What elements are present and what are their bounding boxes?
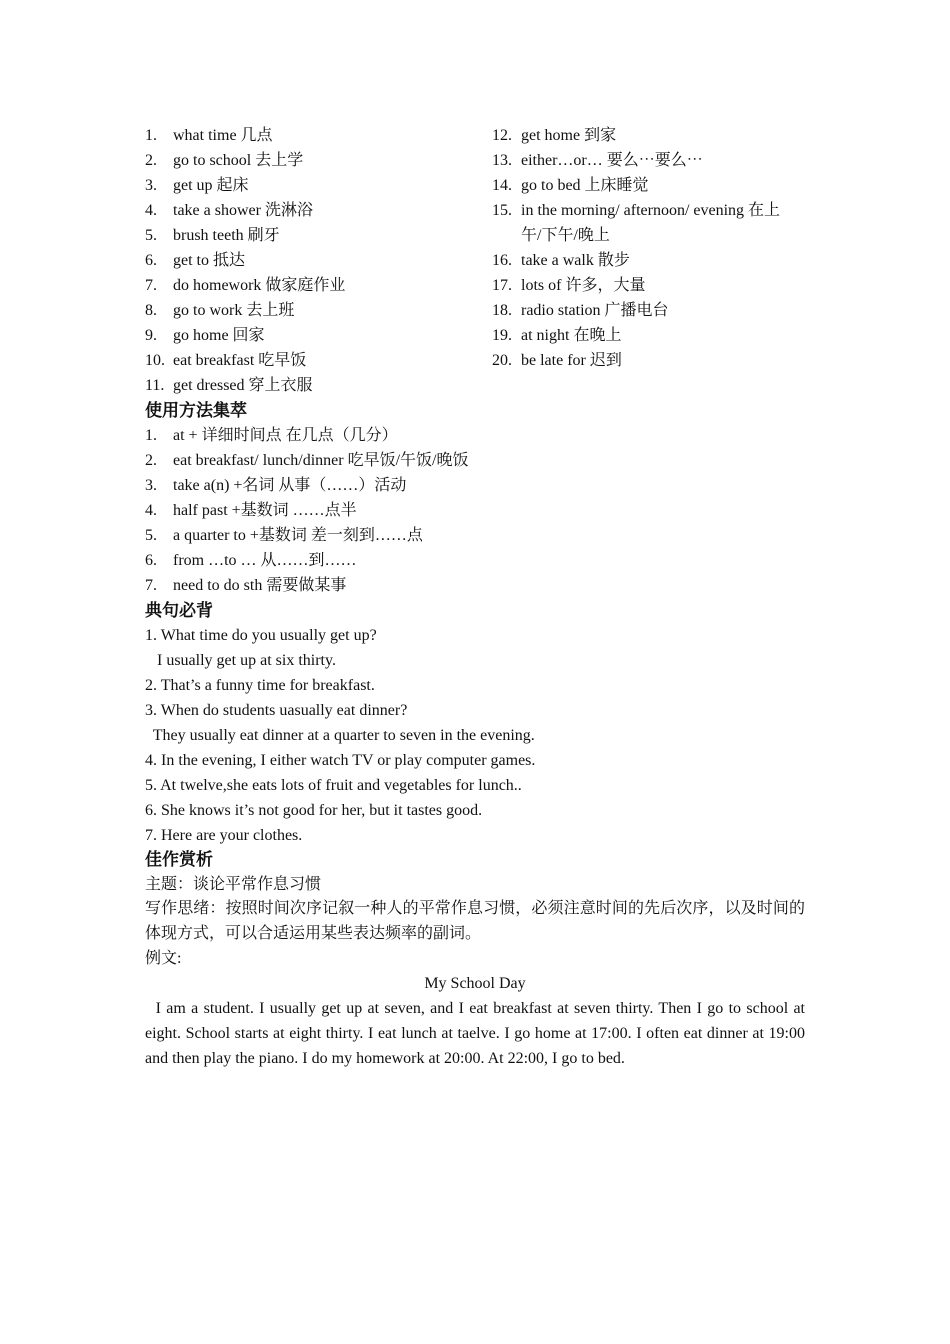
vocab-item: 18. radio station 广播电台 xyxy=(492,302,669,319)
writing-heading: 佳作赏析 xyxy=(145,850,213,870)
vocab-item: 6. get to 抵达 xyxy=(145,252,245,269)
usage-item: 5. a quarter to +基数词 差一刻到……点 xyxy=(145,527,423,544)
usage-item: 6. from …to … 从……到…… xyxy=(145,552,357,569)
vocab-item: 10. eat breakfast 吃早饭 xyxy=(145,352,307,369)
vocab-item: 2. go to school 去上学 xyxy=(145,152,304,169)
usage-item: 4. half past +基数词 ……点半 xyxy=(145,502,357,519)
vocab-item: 13. either…or… 要么⋯要么⋯ xyxy=(492,152,703,169)
vocab-item: 4. take a shower 洗淋浴 xyxy=(145,202,313,219)
usage-item: 1. at + 详细时间点 在几点（几分） xyxy=(145,427,398,444)
writing-topic: 主题：谈论平常作息习惯 xyxy=(145,876,322,893)
vocab-item: 9. go home 回家 xyxy=(145,327,265,344)
vocab-item: 19. at night 在晚上 xyxy=(492,327,622,344)
sentences-heading: 典句必背 xyxy=(145,601,213,621)
sentence-line: 1. What time do you usually get up? xyxy=(145,627,377,644)
sentence-line: 3. When do students uasually eat dinner? xyxy=(145,702,408,719)
vocab-item: 1. what time 几点 xyxy=(145,127,273,144)
vocab-item: 3. get up 起床 xyxy=(145,177,249,194)
sentence-line: 7. Here are your clothes. xyxy=(145,827,303,844)
vocab-item: 16. take a walk 散步 xyxy=(492,252,630,269)
usage-item: 7. need to do sth 需要做某事 xyxy=(145,577,347,594)
vocab-item: 14. go to bed 上床睡觉 xyxy=(492,177,649,194)
usage-item: 3. take a(n) +名词 从事（……）活动 xyxy=(145,477,407,494)
vocab-item: 7. do homework 做家庭作业 xyxy=(145,277,346,294)
usage-item: 2. eat breakfast/ lunch/dinner 吃早饭/午饭/晚饭 xyxy=(145,452,469,469)
vocab-item: 5. brush teeth 刷牙 xyxy=(145,227,280,244)
usage-heading: 使用方法集萃 xyxy=(145,401,247,421)
sentence-line: 6. She knows it’s not good for her, but it tastes good. xyxy=(145,802,483,819)
sentence-line: I usually get up at six thirty. xyxy=(145,652,336,669)
vocab-item: 20. be late for 迟到 xyxy=(492,352,622,369)
sentence-line: They usually eat dinner at a quarter to seven in the evening. xyxy=(145,727,535,744)
vocab-item: 11. get dressed 穿上衣服 xyxy=(145,377,313,394)
essay-body: I am a student. I usually get up at seven, and I eat breakfast at seven thirty. Then I go to school at eight. School starts at eight thirty. I eat lunch at taelve. I go home at 17:00. I often eat dinner at 19:00 and then play the piano. I do my homework at 20:00. At 22:00, I go to bed. xyxy=(145,1000,810,1067)
vocab-item: 8. go to work 去上班 xyxy=(145,302,295,319)
vocab-item: 17. lots of 许多，大量 xyxy=(492,277,646,294)
writing-idea: 写作思绪：按照时间次序记叙一种人的平常作息习惯，必须注意时间的先后次序，以及时间的体现方式，可以合适运用某些表达频率的副词。 xyxy=(145,900,805,942)
sentence-line: 5. At twelve,she eats lots of fruit and vegetables for lunch.. xyxy=(145,777,522,794)
essay-title: My School Day xyxy=(424,975,526,992)
vocab-item: 12. get home 到家 xyxy=(492,127,617,144)
sentence-line: 4. In the evening, I either watch TV or play computer games. xyxy=(145,752,536,769)
sentence-line: 2. That’s a funny time for breakfast. xyxy=(145,677,375,694)
vocab-item: 15. in the morning/ afternoon/ evening 在上 xyxy=(492,202,781,219)
vocab-item-continuation: 午/下午/晚上 xyxy=(521,227,610,244)
example-label: 例文: xyxy=(145,950,182,967)
